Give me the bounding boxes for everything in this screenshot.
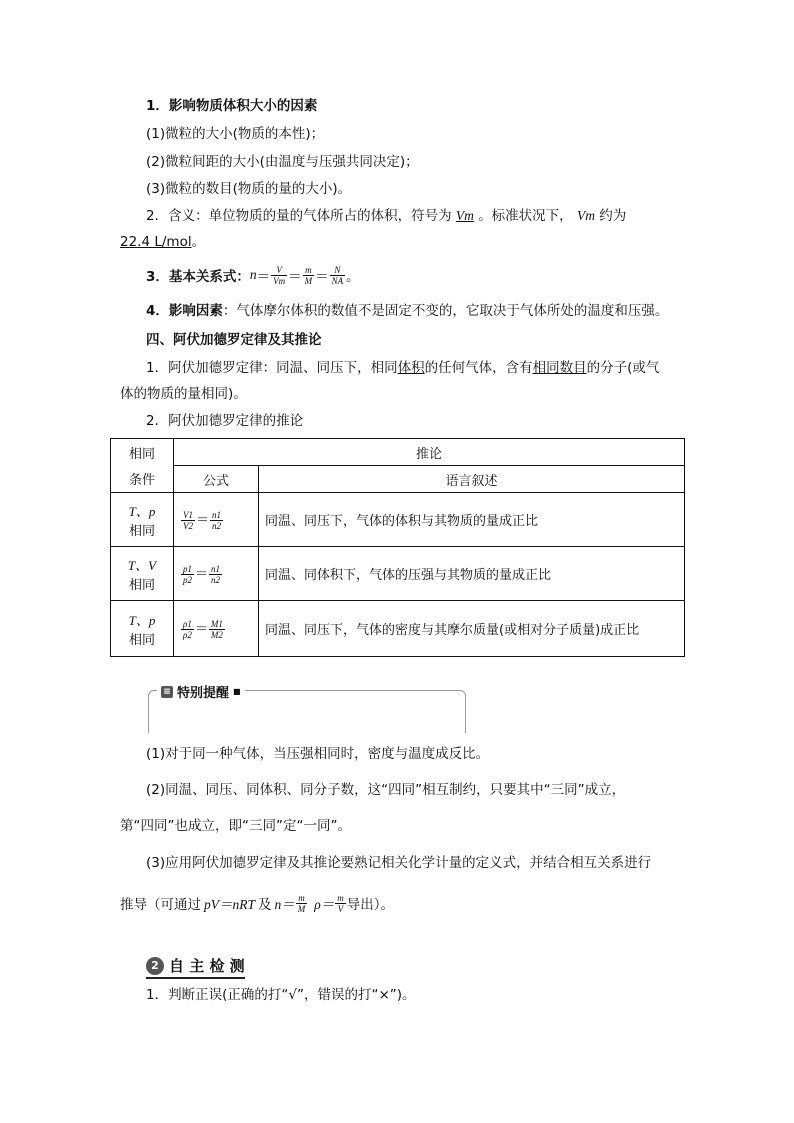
influence-line — [146, 301, 668, 321]
molar-volume-value-line — [120, 232, 205, 252]
law-underline-number: 相同数目 — [532, 360, 587, 376]
factor-2: (2)微粒间距的大小(由温度与压强共同决定)； — [146, 154, 419, 170]
vm-symbol-2: Vm — [576, 208, 595, 223]
den: NA — [331, 275, 344, 286]
formula-cell: $\frac{\rho 1}{\rho 2}$ ＝ $\frac{M1}{M2}$ — [174, 601, 259, 657]
header-condition: 条件 — [111, 466, 174, 493]
fraction-N-NA — [330, 265, 346, 286]
n-eq: n＝ — [274, 897, 295, 912]
num: n1 — [211, 563, 221, 574]
num: m — [303, 265, 315, 276]
fraction-m-M — [296, 893, 308, 914]
heading-avogadro: 四、阿伏加德罗定律及其推论 — [146, 332, 322, 348]
condition-same: 相同 — [128, 523, 155, 539]
fraction-v-vm — [271, 265, 287, 286]
num: V1 — [183, 509, 193, 520]
condition-same: 相同 — [128, 632, 155, 648]
law-underline-volume: 体积 — [397, 360, 425, 376]
description-cell: 同温、同体积下，气体的压强与其物质的量成正比 — [259, 547, 685, 601]
dot-icon: ■ — [233, 687, 241, 696]
fraction-left — [181, 564, 194, 585]
description-cell: 同温、同压下，气体的密度与其摩尔质量(或相对分子质量)成正比 — [259, 601, 685, 657]
fraction-right — [209, 564, 222, 585]
den: V2 — [183, 520, 193, 531]
factors-title: 1．影响物质体积大小的因素 — [146, 98, 318, 114]
text: 导出）。 — [346, 897, 394, 913]
condition-cell — [111, 547, 174, 601]
section-title: 自 主 检 测 — [169, 957, 245, 975]
condition: T、p — [128, 503, 156, 519]
den: ρ2 — [183, 629, 192, 640]
tip-note-2b: 第“四同”也成立，即“三同”定“一同”。 — [120, 818, 351, 834]
den: M — [297, 903, 306, 914]
description-cell: 同温、同压下，气体的体积与其物质的量成正比 — [259, 493, 685, 547]
num: p1 — [183, 563, 192, 574]
tip-note-3b — [120, 888, 394, 918]
text: 及 — [258, 897, 272, 913]
den: M2 — [210, 629, 223, 640]
num: n1 — [212, 509, 222, 520]
law-line-1 — [146, 358, 659, 378]
definition-post: 约为 — [599, 208, 627, 224]
rho-eq: ρ＝ — [314, 897, 335, 912]
period: 。 — [191, 234, 206, 250]
equals: ＝ — [256, 269, 271, 285]
molar-volume-value: 22.4 L/mol — [120, 234, 192, 250]
period: 。 — [346, 269, 360, 285]
definition-mid: 。标准状况下， — [478, 208, 573, 224]
table-row — [111, 547, 685, 601]
vm-symbol: Vm — [455, 208, 474, 223]
den: M — [304, 275, 313, 286]
header-formula: 公式 — [174, 466, 259, 493]
fraction-right — [210, 510, 223, 531]
formula-cell: $\frac{V1}{V2}$ ＝ $\frac{n1}{n2}$ — [174, 493, 259, 547]
influence-text: ：气体摩尔体积的数值不是固定不变的，它取决于气体所处的温度和压强。 — [222, 303, 669, 319]
influence-label: 4．影响因素 — [146, 303, 223, 319]
section-badge-icon: 2 — [146, 957, 164, 975]
equals: ＝ — [288, 269, 302, 285]
basic-relation-label: 3．基本关系式： — [146, 269, 250, 285]
self-check-heading — [146, 955, 245, 979]
definition-text: 2．含义：单位物质的量的气体所占的体积，符号为 — [146, 208, 452, 224]
fraction-right — [209, 619, 225, 640]
text: 推导（可通过 — [120, 897, 201, 913]
den: V — [337, 903, 344, 914]
n-symbol: n — [249, 267, 257, 282]
den: Vm — [273, 275, 286, 286]
condition: T、V — [127, 557, 157, 573]
fraction-left — [181, 619, 194, 640]
law-text: 的分子(或气 — [586, 360, 660, 376]
tip-note-1: (1)对于同一种气体，当压强相同时，密度与温度成反比。 — [146, 746, 490, 762]
den: n2 — [212, 520, 222, 531]
factor-1: (1)微粒的大小(物质的本性)； — [146, 126, 325, 142]
header-same: 相同 — [111, 439, 174, 466]
factor-3: (3)微粒的数目(物质的量的大小)。 — [146, 181, 352, 197]
condition-cell — [111, 601, 174, 657]
den: p2 — [183, 574, 192, 585]
ideal-gas-formula: pV＝nRT — [204, 897, 256, 912]
num: N — [330, 265, 346, 276]
den: n2 — [211, 574, 221, 585]
condition-same: 相同 — [128, 577, 155, 593]
definition-line — [146, 206, 626, 226]
num: m — [296, 893, 308, 904]
law-text: 1．阿伏加德罗定律：同温、同压下，相同 — [146, 360, 398, 376]
fraction-m-M — [303, 265, 315, 286]
tip-label — [157, 682, 245, 701]
question-1: 1．判断正误(正确的打“√”，错误的打“×”)。 — [146, 987, 416, 1003]
corollary-title: 2．阿伏加德罗定律的推论 — [146, 413, 304, 429]
basic-relation — [146, 260, 360, 290]
condition-cell — [111, 493, 174, 547]
law-line-2: 体的物质的量相同)。 — [120, 386, 247, 402]
num: ρ1 — [183, 618, 192, 629]
fraction-left — [181, 510, 195, 531]
condition: T、p — [128, 612, 156, 628]
num: V — [271, 265, 287, 276]
header-description: 语言叙述 — [259, 466, 685, 493]
tip-note-3a: (3)应用阿伏加德罗定律及其推论要熟记相关化学计量的定义式，并结合相互关系进行 — [146, 855, 652, 871]
tip-icon: ≡ — [161, 686, 173, 698]
num: m — [337, 892, 344, 903]
formula-cell: $\frac{p1}{p2}$ ＝ $\frac{n1}{n2}$ — [174, 547, 259, 601]
equals: ＝ — [315, 269, 329, 285]
table-row — [111, 601, 685, 657]
fraction-m-V — [335, 893, 346, 914]
tip-label-text: 特别提醒 — [177, 686, 230, 701]
table-row — [111, 493, 685, 547]
num: M1 — [210, 618, 223, 629]
header-inference: 推论 — [174, 439, 685, 466]
law-text: 的任何气体，含有 — [424, 360, 533, 376]
corollary-table — [110, 438, 685, 657]
tip-note-2a: (2)同温、同压、同体积、同分子数，这“四同”相互制约，只要其中“三同”成立， — [146, 782, 626, 798]
